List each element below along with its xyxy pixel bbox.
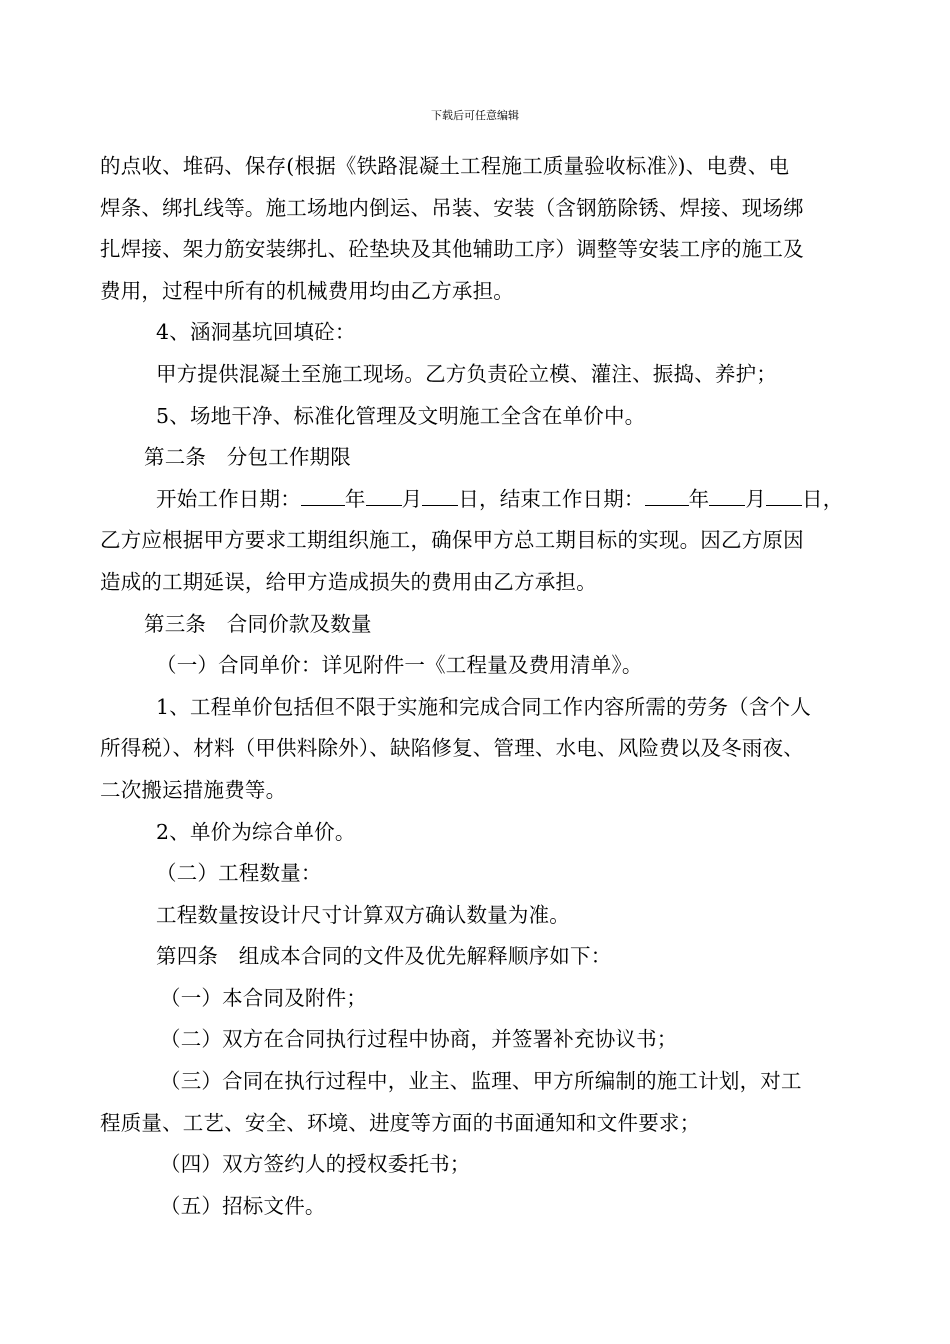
blank-month [366,483,402,506]
paragraph-line: 扎焊接、架力筋安装绑扎、砼垫块及其他辅助工序）调整等安装工序的施工及 [100,237,804,262]
section-heading: 第四条 组成本合同的文件及优先解释顺序如下： [156,944,612,969]
list-item: （五）招标文件。 [160,1193,326,1218]
list-item: （二）工程数量： [156,861,322,886]
paragraph-line: 造成的工期延误，给甲方造成损失的费用由乙方承担。 [100,569,597,594]
paragraph-line: 程质量、工艺、安全、环境、进度等方面的书面通知和文件要求； [100,1110,701,1135]
list-item: （三）合同在执行过程中，业主、监理、甲方所编制的施工计划，对工 [160,1069,802,1094]
list-item: 5、场地干净、标准化管理及文明施工全含在单价中。 [156,403,646,428]
year-unit: 年 [688,486,710,511]
blank-year [645,483,689,506]
document-body [100,146,875,1227]
blank-day [422,483,458,506]
paragraph-line: 的点收、堆码、保存(根据《铁路混凝土工程施工质量验收标准》)、电费、电 [100,154,790,178]
section-heading: 第三条 合同价款及数量 [144,611,372,636]
paragraph-line: 费用，过程中所有的机械费用均由乙方承担。 [100,278,514,303]
paragraph-line: 乙方应根据甲方要求工期组织施工，确保甲方总工期目标的实现。因乙方原因 [100,528,804,553]
paragraph-line: 二次搬运措施费等。 [100,777,287,802]
paragraph-line: 工程数量按设计尺寸计算双方确认数量为准。 [156,902,570,927]
list-item: （一）合同单价：详见附件一《工程量及费用清单》。 [156,653,643,678]
list-item: （一）本合同及附件； [160,985,367,1010]
list-item: 1、工程单价包括但不限于实施和完成合同工作内容所需的劳务（含个人 [156,694,811,719]
section-heading: 第二条 分包工作期限 [144,445,351,470]
month-unit: 月 [401,486,423,511]
blank-year [301,483,345,506]
paragraph-line: 所得税）、材料（甲供料除外）、缺陷修复、管理、水电、风险费以及冬雨夜、 [100,736,804,761]
day-unit: 日， [802,486,844,511]
list-item: （四）双方签约人的授权委托书； [160,1152,471,1177]
list-item: （二）双方在合同执行过程中协商，并签署补充协议书； [160,1027,678,1052]
month-unit: 月 [745,486,767,511]
year-unit: 年 [344,486,366,511]
paragraph-line: 甲方提供混凝土至施工现场。乙方负责砼立模、灌注、振捣、养护； [156,361,777,386]
blank-month [709,483,745,506]
page-header: 下载后可任意编辑 [431,109,519,122]
paragraph-line: 焊条、绑扎线等。施工场地内倒运、吊装、安装（含钢筋除锈、焊接、现场绑 [100,195,804,220]
end-date-label: 结束工作日期： [499,486,645,511]
list-item: 4、涵洞基坑回填砼： [156,320,356,345]
start-date-label: 开始工作日期： [156,486,301,511]
work-period-line [100,479,875,521]
list-item: 2、单价为综合单价。 [156,819,356,844]
blank-day [766,483,802,506]
day-unit: 日， [458,486,500,511]
